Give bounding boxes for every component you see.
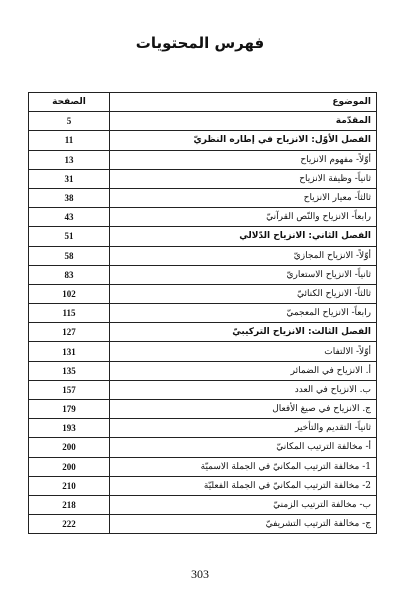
row-page-number: 179 [29,400,110,419]
row-page-number: 222 [29,515,110,534]
row-page-number: 102 [29,284,110,303]
table-row [29,208,377,227]
table-row [29,246,377,265]
table-row [29,188,377,207]
row-page-number: 127 [29,323,110,342]
row-topic: أوّلاً- مفهوم الانزياح [110,150,377,169]
row-topic: الفصل الثالث: الانزياح التركيبيّ [110,323,377,342]
row-page-number: 38 [29,188,110,207]
row-topic: ج- مخالفة الترتيب التشريفيّ [110,515,377,534]
header-topic: الموضوع [110,93,377,112]
row-page-number: 115 [29,304,110,323]
header-page: الصفحة [29,93,110,112]
row-page-number: 131 [29,342,110,361]
table-row [29,380,377,399]
row-page-number: 51 [29,227,110,246]
table-row [29,284,377,303]
row-topic: أ- مخالفة الترتيب المكانيّ [110,438,377,457]
row-topic: 1- مخالفة الترتيب المكانيّ في الجملة الاسميّة [110,457,377,476]
row-page-number: 135 [29,361,110,380]
row-page-number: 83 [29,265,110,284]
table-row [29,419,377,438]
contents-table [28,92,377,534]
table-row [29,495,377,514]
table-row [29,265,377,284]
page-number: 303 [191,567,209,581]
table-row [29,112,377,131]
table-row [29,169,377,188]
row-topic: 2- مخالفة الترتيب المكانيّ في الجملة الفعليّة [110,476,377,495]
row-page-number: 210 [29,476,110,495]
row-topic: الفصل الثاني: الانزياح الدّلالي [110,227,377,246]
row-topic: الفصل الأوّل: الانزياح في إطاره النظريّ [110,131,377,150]
table-row [29,342,377,361]
row-topic: ب. الانزياح في العدد [110,380,377,399]
row-topic: رابعاً- الانزياح المعجميّ [110,304,377,323]
table-row [29,131,377,150]
row-topic: رابعاً- الانزياح والنّص القرآنيّ [110,208,377,227]
row-page-number: 58 [29,246,110,265]
contents-body [29,112,377,534]
row-topic: أوّلاً- الالتفات [110,342,377,361]
row-page-number: 43 [29,208,110,227]
row-topic: أ. الانزياح في الضمائر [110,361,377,380]
row-topic: المقدّمة [110,112,377,131]
table-row [29,515,377,534]
row-page-number: 13 [29,150,110,169]
row-page-number: 193 [29,419,110,438]
row-topic: أوّلاً- الانزياح المجازيّ [110,246,377,265]
table-row [29,400,377,419]
row-topic: ثالثاً- معيار الانزياح [110,188,377,207]
row-page-number: 200 [29,457,110,476]
table-row [29,476,377,495]
table-row [29,227,377,246]
table-header-row [29,93,377,112]
table-row [29,150,377,169]
row-page-number: 11 [29,131,110,150]
page-title: فهرس المحتويات [135,34,265,52]
row-page-number: 218 [29,495,110,514]
row-page-number: 5 [29,112,110,131]
row-topic: ج. الانزياح في صيغ الأفعال [110,400,377,419]
row-topic: ثانياً- الانزياح الاستعاريّ [110,265,377,284]
row-topic: ثانياً- التقديم والتأخير [110,419,377,438]
row-topic: ب- مخالفة الترتيب الزمنيّ [110,495,377,514]
table-row [29,361,377,380]
row-page-number: 200 [29,438,110,457]
table-row [29,323,377,342]
row-page-number: 157 [29,380,110,399]
row-topic: ثانياً- وظيفة الانزياح [110,169,377,188]
table-row [29,304,377,323]
table-row [29,438,377,457]
row-topic: ثالثاً- الانزياح الكنائيّ [110,284,377,303]
table-row [29,457,377,476]
row-page-number: 31 [29,169,110,188]
